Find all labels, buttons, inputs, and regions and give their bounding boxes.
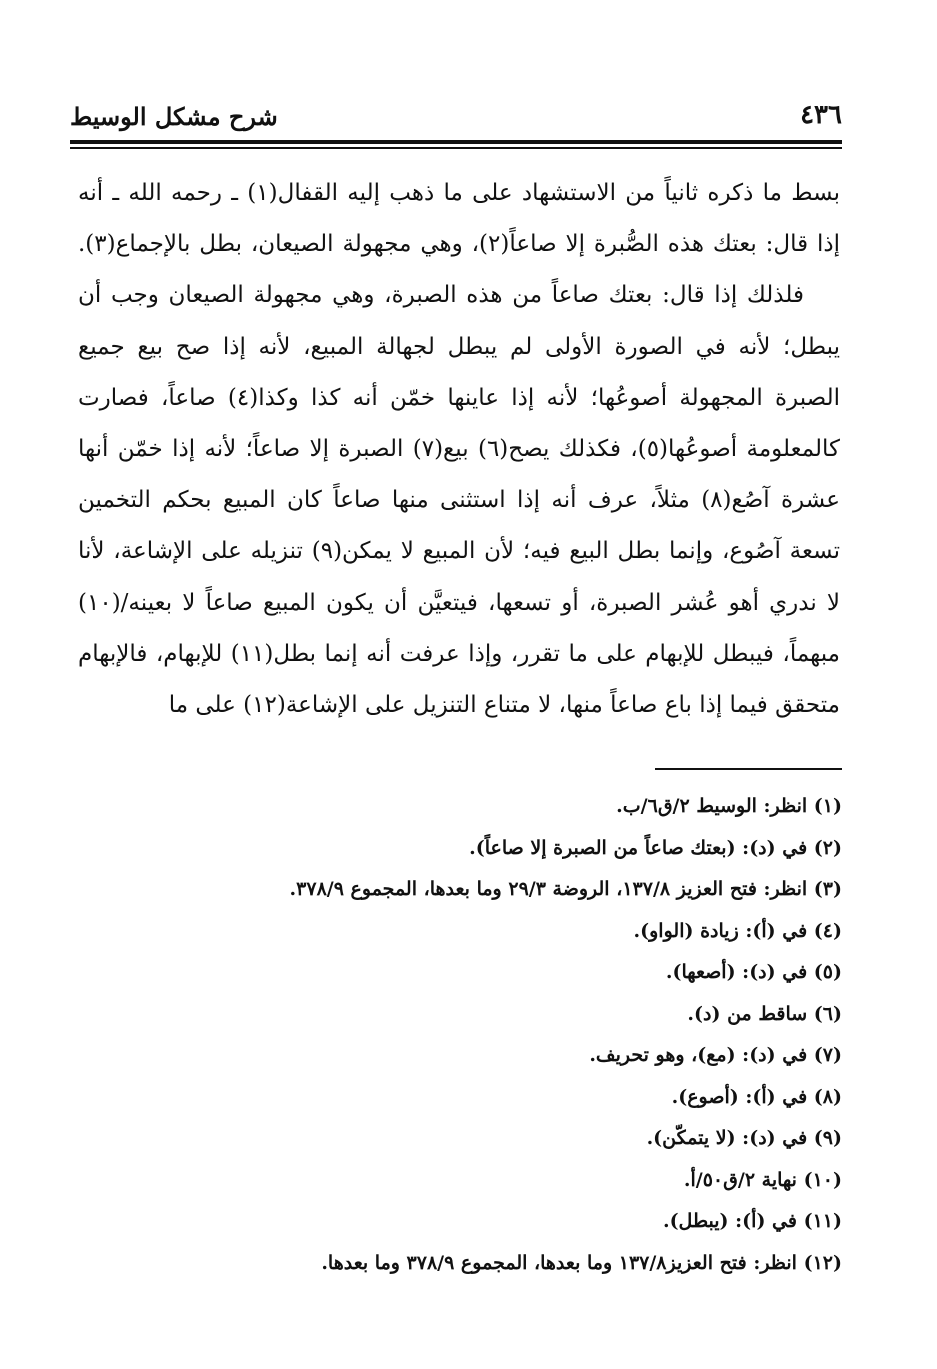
footnote-4: (٤) في (أ): زيادة (الواو).: [633, 919, 842, 942]
footnote-12: (١٢) انظر: فتح العزيز١٣٧/٨ وما بعدها، المجموع ٣٧٨/٩ وما بعدها.: [321, 1251, 842, 1274]
paragraph-1: بسط ما ذكره ثانياً من الاستشهاد على ما ذهب إليه القفال(١) ـ رحمه الله ـ أنه إذا قال: بعتك هذه الصُّبرة إلا صاعاً(٢)، وهي مجهولة الصيعان، بطل بالإجماع(٣).: [78, 180, 840, 258]
footnote-1: (١) انظر: الوسيط ٢/ق٦/ب.: [616, 795, 842, 817]
page-header: [70, 100, 842, 138]
footnote-3: (٣) انظر: فتح العزيز ١٣٧/٨، الروضة ٢٩/٣ وما بعدها، المجموع ٣٧٨/٩.: [289, 878, 842, 900]
header-rule-thick: [70, 140, 842, 144]
footnote-5: (٥) في (د): (أصعها).: [665, 961, 842, 983]
running-title: شرح مشكل الوسيط: [70, 102, 278, 131]
main-text: [78, 168, 840, 731]
header-rule-thin: [70, 147, 842, 149]
paragraph-2: فلذلك إذا قال: بعتك صاعاً من هذه الصبرة، وهي مجهولة الصيعان وجب أن يبطل؛ لأنه في الصورة الأولى لم يبطل لجهالة المبيع، لأنه إذا صح بيع جميع الصبرة المجهولة أصوعُها؛ لأنه إذا عاينها خمّن أنه كذا وكذا(٤) صاعاً، فصارت كالمعلومة أصوعُها(٥)، فكذلك يصح(٦) بيع(٧) الصبرة إلا صاعاً؛ لأنه إذا خمّن أنها عشرة آصُع(٨) مثلاً، عرف أنه إذا استثنى منها صاعاً كان المبيع بحكم التخمين تسعة آصُوع، وإنما بطل البيع فيه؛ لأن المبيع لا يمكن(٩) تنزيله على الإشاعة، لأنا لا ندري أهو عُشر الصبرة، أو تسعها، فيتعيَّن أن يكون المبيع صاعاً لا بعينه/(١٠) مبهماً، فيبطل للإبهام على ما تقرر، وإذا عرفت أنه إنما بطل(١١) للإبهام، فالإبهام متحقق فيما إذا باع صاعاً منها، لا متناع التنزيل على الإشاعة(١٢) على ما: [78, 282, 841, 719]
page-number: ٤٣٦: [800, 100, 842, 130]
footnote-2: (٢) في (د): (بعتك صاعاً من الصبرة إلا صاعاً).: [469, 836, 842, 859]
footnote-7: (٧) في (د): (مع)، وهو تحريف.: [589, 1044, 842, 1066]
footnote-10: (١٠) نهاية ٢/ق٥٠/أ.: [683, 1168, 842, 1191]
footnote-separator: [655, 768, 842, 770]
footnotes: [222, 786, 842, 1284]
footnote-6: (٦) ساقط من (د).: [687, 1002, 842, 1025]
footnote-11: (١١) في (أ): (يبطل).: [662, 1210, 842, 1232]
footnote-8: (٨) في (أ): (أصوع).: [671, 1085, 842, 1108]
footnote-9: (٩) في (د): (لا يتمكّن).: [646, 1127, 842, 1149]
